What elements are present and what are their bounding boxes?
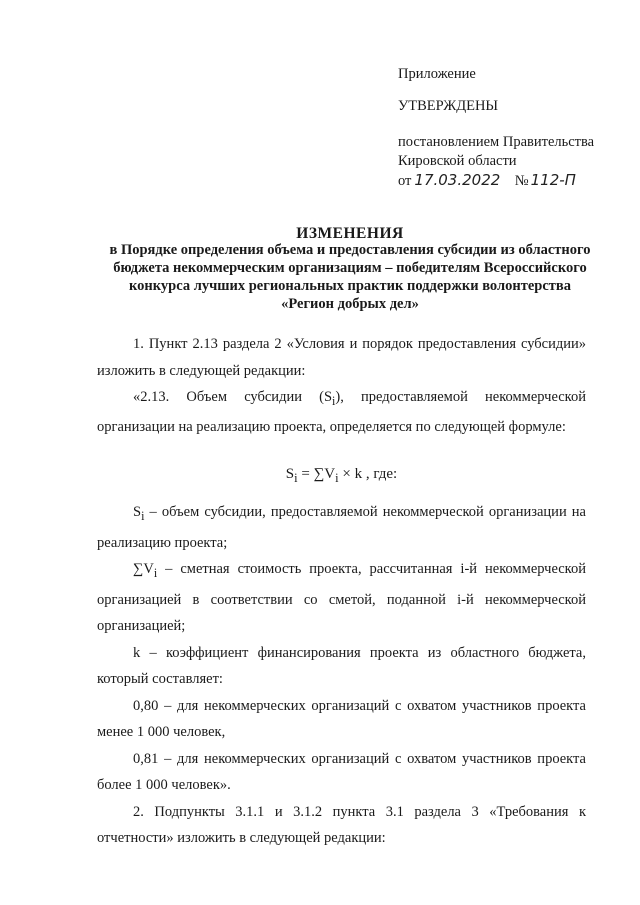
def-s-sub: i xyxy=(141,509,145,524)
appendix-label: Приложение xyxy=(398,66,476,82)
approved-label: УТВЕРЖДЕНЫ xyxy=(398,98,499,114)
def-v-text: – сметная стоимость проекта, рассчитанная i-й некоммерческой организацией в соответствии со сметой, поданной i-й некоммерческой организацией; xyxy=(97,561,586,635)
definition-s xyxy=(97,499,586,556)
document-title: ИЗМЕНЕНИЯ xyxy=(296,225,404,242)
paragraph-1: 1. Пункт 2.13 раздела 2 «Условия и порядок предоставления субсидии» изложить в следующей редакции: xyxy=(97,336,586,379)
paragraph-2-text-a: «2.13. Объем субсидии (S xyxy=(133,389,333,405)
decree-line-2: Кировской области xyxy=(398,153,517,169)
paragraph-2 xyxy=(97,384,586,441)
def-v-symbol: ∑V xyxy=(133,561,154,578)
definition-k: k – коэффициент финансирования проекта из областного бюджета, который составляет: xyxy=(97,644,586,688)
paragraph-3: 2. Подпункты 3.1.1 и 3.1.2 пункта 3.1 раздела 3 «Требования к отчетности» изложить в следующей редакции: xyxy=(97,803,586,847)
approval-block xyxy=(398,65,594,191)
formula-sum: = ∑V xyxy=(297,465,336,482)
subtitle-line-1: в Порядке определения объема и предоставления субсидии из областного xyxy=(109,242,591,258)
date-prefix: от xyxy=(398,173,412,189)
decree-date-number xyxy=(398,171,594,191)
document-subtitle xyxy=(70,241,630,313)
formula xyxy=(97,461,586,492)
formula-v-sub: i xyxy=(335,470,339,485)
coefficient-1: 0,80 – для некоммерческих организаций с охватом участников проекта менее 1 000 человек, xyxy=(97,697,586,741)
def-s-text: – объем субсидии, предоставляемой некоммерческой организации на реализацию проекта; xyxy=(97,504,586,551)
paragraph-2-subscript: i xyxy=(332,393,336,408)
coefficient-2: 0,81 – для некоммерческих организаций с охватом участников проекта более 1 000 человек». xyxy=(97,750,586,794)
number-prefix: № xyxy=(514,173,529,189)
subtitle-line-3: конкурса лучших региональных практик поддержки волонтерства xyxy=(128,278,571,294)
subtitle-line-4: «Регион добрых дел» xyxy=(281,296,419,312)
decree-line-1: постановлением Правительства xyxy=(398,134,595,150)
def-v-sub: i xyxy=(153,566,158,581)
def-s-symbol: S xyxy=(133,504,142,521)
handwritten-number: 112-П xyxy=(530,171,576,189)
formula-s-sub: i xyxy=(294,470,298,485)
document-body xyxy=(97,331,586,852)
definition-v xyxy=(97,556,586,639)
handwritten-date: 17.03.2022 xyxy=(414,171,501,189)
subtitle-line-2: бюджета некоммерческим организациям – победителям Всероссийского xyxy=(113,260,587,276)
paragraph-2-text-b: ), предоставляемой некоммерческой организации на реализацию проекта, определяется по следующей формуле: xyxy=(97,389,586,436)
formula-s: S xyxy=(285,465,295,482)
formula-tail: × k , где: xyxy=(338,465,398,482)
